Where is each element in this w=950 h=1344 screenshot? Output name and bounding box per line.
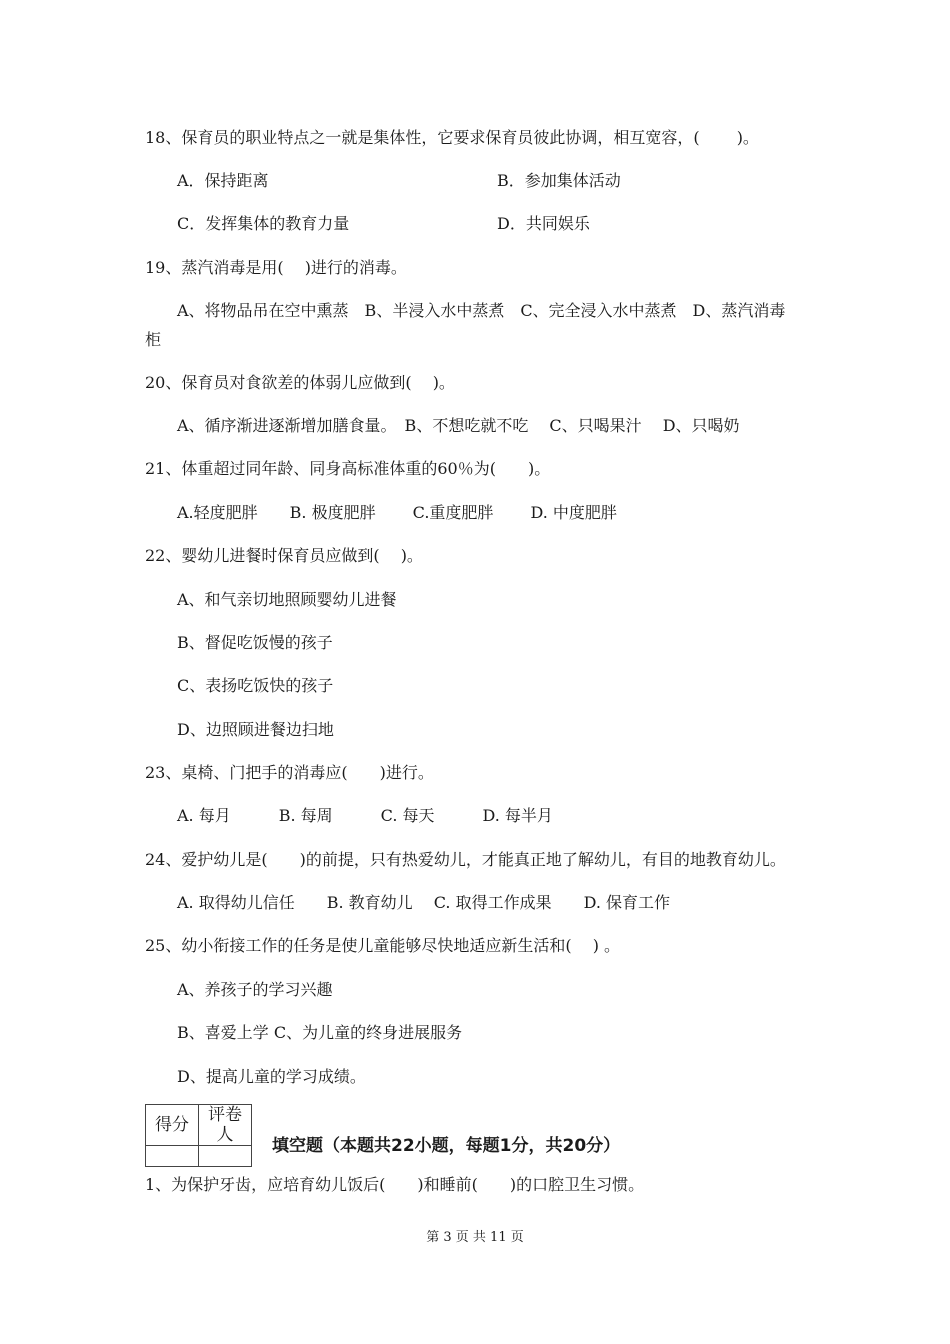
question-stem: 20、保育员对食欲差的体弱儿应做到( )。	[145, 373, 455, 392]
option-a: A、养孩子的学习兴趣	[177, 980, 333, 999]
question-stem: 21、体重超过同年龄、同身高标准体重的60％为( )。	[145, 459, 551, 478]
option-c: C、表扬吃饭快的孩子	[177, 676, 334, 695]
question-stem: 24、爱护幼儿是( )的前提，只有热爱幼儿，才能真正地了解幼儿，有目的地教育幼儿。	[145, 850, 786, 869]
options-wrap: 柜	[145, 330, 162, 349]
option-a: A、和气亲切地照顾婴幼儿进餐	[177, 590, 397, 609]
option-b: B、督促吃饭慢的孩子	[177, 633, 333, 652]
score-label: 得分	[146, 1105, 199, 1146]
option-c: C．发挥集体的教育力量	[177, 214, 350, 233]
options-line: A.轻度肥胖 B. 极度肥胖 C.重度肥胖 D. 中度肥胖	[177, 503, 617, 522]
option-d: D、提高儿童的学习成绩。	[177, 1067, 366, 1086]
options-line: A. 取得幼儿信任 B. 教育幼儿 C. 取得工作成果 D. 保育工作	[177, 893, 671, 912]
score-table	[145, 1104, 252, 1167]
reviewer-label: 评卷人	[199, 1105, 252, 1146]
section-title: 填空题（本题共22小题，每题1分，共20分）	[272, 1136, 621, 1156]
option-d: D．共同娱乐	[497, 214, 590, 233]
option-b: B．参加集体活动	[497, 171, 621, 190]
option-b: B、喜爱上学 C、为儿童的终身进展服务	[177, 1023, 463, 1042]
options-line: A. 每月 B. 每周 C. 每天 D. 每半月	[177, 806, 553, 825]
options-line: A、循序渐进逐渐增加膳食量。 B、不想吃就不吃 C、只喝果汁 D、只喝奶	[177, 416, 740, 435]
question-stem: 19、蒸汽消毒是用( )进行的消毒。	[145, 258, 407, 277]
question-stem: 22、婴幼儿进餐时保育员应做到( )。	[145, 546, 423, 565]
question-stem: 25、幼小衔接工作的任务是使儿童能够尽快地适应新生活和( ) 。	[145, 936, 621, 955]
page-footer: 第 3 页 共 11 页	[426, 1230, 524, 1245]
question-stem: 18、保育员的职业特点之一就是集体性，它要求保育员彼此协调，相互宽容，( )。	[145, 128, 759, 147]
reviewer-cell	[199, 1146, 252, 1167]
option-d: D、边照顾进餐边扫地	[177, 720, 334, 739]
options-line: A、将物品吊在空中熏蒸 B、半浸入水中蒸煮 C、完全浸入水中蒸煮 D、蒸汽消毒	[177, 301, 786, 320]
question-stem: 23、桌椅、门把手的消毒应( )进行。	[145, 763, 434, 782]
score-cell	[146, 1146, 199, 1167]
option-a: A．保持距离	[177, 171, 269, 190]
fill-in-question-1: 1、为保护牙齿，应培育幼儿饭后( )和睡前( )的口腔卫生习惯。	[145, 1175, 645, 1194]
